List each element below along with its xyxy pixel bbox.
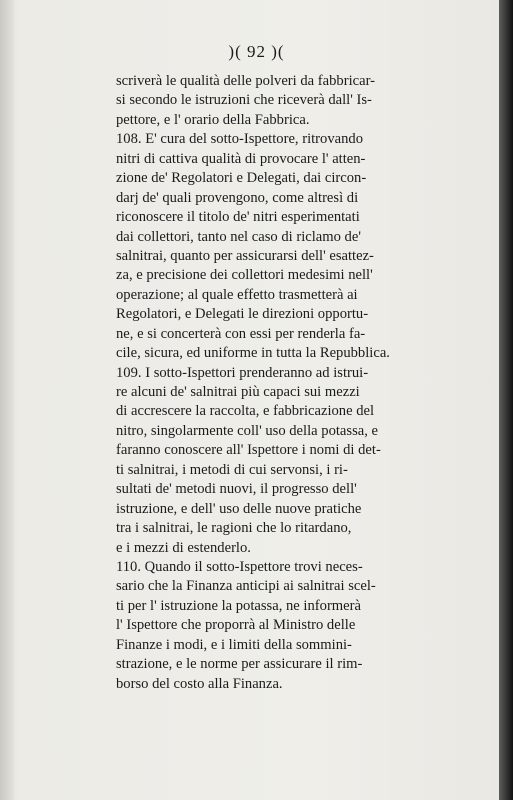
text-line: operazione; al quale effetto trasmetterà ai — [116, 286, 358, 303]
text-line: istruzione, e dell' uso delle nuove pratiche — [116, 500, 362, 517]
text-line: salnitrai, quanto per assicurarsi dell' esattez- — [116, 247, 374, 264]
text-line: e i mezzi di estenderlo. — [116, 539, 251, 556]
text-line: 109. I sotto-Ispettori prenderanno ad istrui- — [116, 364, 369, 381]
text-line: sario che la Finanza anticipi ai salnitrai scel- — [116, 578, 376, 595]
text-line: za, e precisione dei collettori medesimi nell' — [116, 267, 373, 284]
text-line: Regolatori, e Delegati le direzioni opportu- — [116, 306, 369, 323]
text-line: sultati de' metodi nuovi, il progresso dell' — [116, 481, 357, 498]
page-gutter — [0, 0, 14, 800]
text-line: scriverà le qualità delle polveri da fabbricar- — [116, 73, 376, 89]
text-line: si secondo le istruzioni che riceverà dall' Is- — [116, 92, 372, 109]
text-line: ne, e si concerterà con essi per renderla fa- — [116, 325, 366, 342]
page-edge-shadow — [499, 0, 513, 800]
text-line: nitro, singolarmente coll' uso della potassa, e — [116, 422, 379, 439]
text-line: faranno conoscere all' Ispettore i nomi di det- — [116, 442, 381, 459]
text-line: riconoscere il titolo de' nitri esperimentati — [116, 209, 360, 226]
text-line: pettore, e l' orario della Fabbrica. — [116, 111, 310, 128]
text-line: tra i salnitrai, le ragioni che lo ritardano, — [116, 520, 352, 537]
text-line: nitri di cattiva qualità di provocare l' atten- — [116, 150, 366, 167]
text-line: ti salnitrai, i metodi di cui servonsi, i ri- — [116, 461, 348, 478]
text-line: re alcuni de' salnitrai più capaci sui mezzi — [116, 384, 360, 400]
text-line: l' Ispettore che proporrà al Ministro delle — [116, 617, 356, 634]
text-line: darj de' quali provengono, come altresì di — [116, 189, 359, 206]
text-line: strazione, e le norme per assicurare il rim- — [116, 656, 363, 673]
page-text-body — [116, 72, 466, 694]
text-line: cile, sicura, ed uniforme in tutta la Repubblica. — [116, 345, 390, 362]
text-line: dai collettori, tanto nel caso di riclamo de' — [116, 228, 361, 245]
text-line: borso del costo alla Finanza. — [116, 675, 283, 692]
text-line: ti per l' istruzione la potassa, ne informerà — [116, 597, 361, 614]
text-line: 108. E' cura del sotto-Ispettore, ritrovando — [116, 131, 364, 148]
text-line: zione de' Regolatori e Delegati, dai circon- — [116, 170, 367, 187]
text-line: 110. Quando il sotto-Ispettore trovi neces- — [116, 558, 363, 575]
page-number-header: )( 92 )( — [228, 42, 285, 61]
text-line: Finanze i modi, e i limiti della sommini- — [116, 636, 352, 653]
text-line: di accrescere la raccolta, e fabbricazione del — [116, 403, 375, 420]
